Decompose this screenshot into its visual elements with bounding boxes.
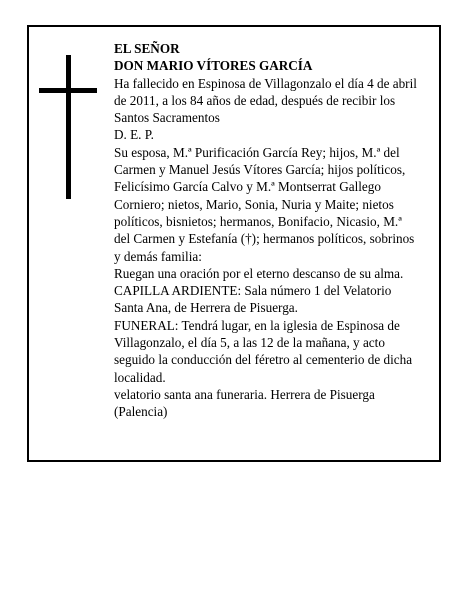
obituary-notice	[27, 25, 441, 462]
cross-icon	[39, 55, 97, 199]
notice-title-line1: EL SEÑOR	[114, 41, 180, 56]
chapel-info: CAPILLA ARDIENTE: Sala número 1 del Velatorio Santa Ana, de Herrera de Pisuerga.	[114, 283, 392, 316]
prayer-request: Ruegan una oración por el eterno descanso de su alma.	[114, 265, 404, 281]
deceased-name: DON MARIO VÍTORES GARCÍA	[114, 58, 313, 74]
cross-horizontal-beam	[39, 88, 97, 93]
death-announcement: Ha fallecido en Espinosa de Villagonzalo el día 4 de abril de 2011, a los 84 años de edad, después de recibir los Santos Sacramentos	[114, 75, 417, 126]
notice-text	[114, 40, 419, 421]
rip-line: D. E. P.	[114, 127, 154, 143]
family-list: Su esposa, M.ª Purificación García Rey; hijos, M.ª del Carmen y Manuel Jesús Vítores García; hijos políticos, Felicísimo García Calvo y M.ª Montserrat Gallego Corniero; nietos, Mario, Sonia, Nuria y Maite; nietos políticos, bisnietos; hermanos, Bonifacio, Nicasio, M.ª del Carmen y Estefanía (†); hermanos políticos, sobrinos y demás familia:	[114, 144, 415, 264]
funeral-info: FUNERAL: Tendrá lugar, en la iglesia de Espinosa de Villagonzalo, el día 5, a las 12 de la mañana, y acto seguido la conducción del féretro al cementerio de dicha localidad.	[114, 317, 413, 385]
cross-vertical-beam	[66, 55, 71, 199]
funeral-home-info: velatorio santa ana funeraria. Herrera de Pisuerga (Palencia)	[114, 386, 375, 420]
